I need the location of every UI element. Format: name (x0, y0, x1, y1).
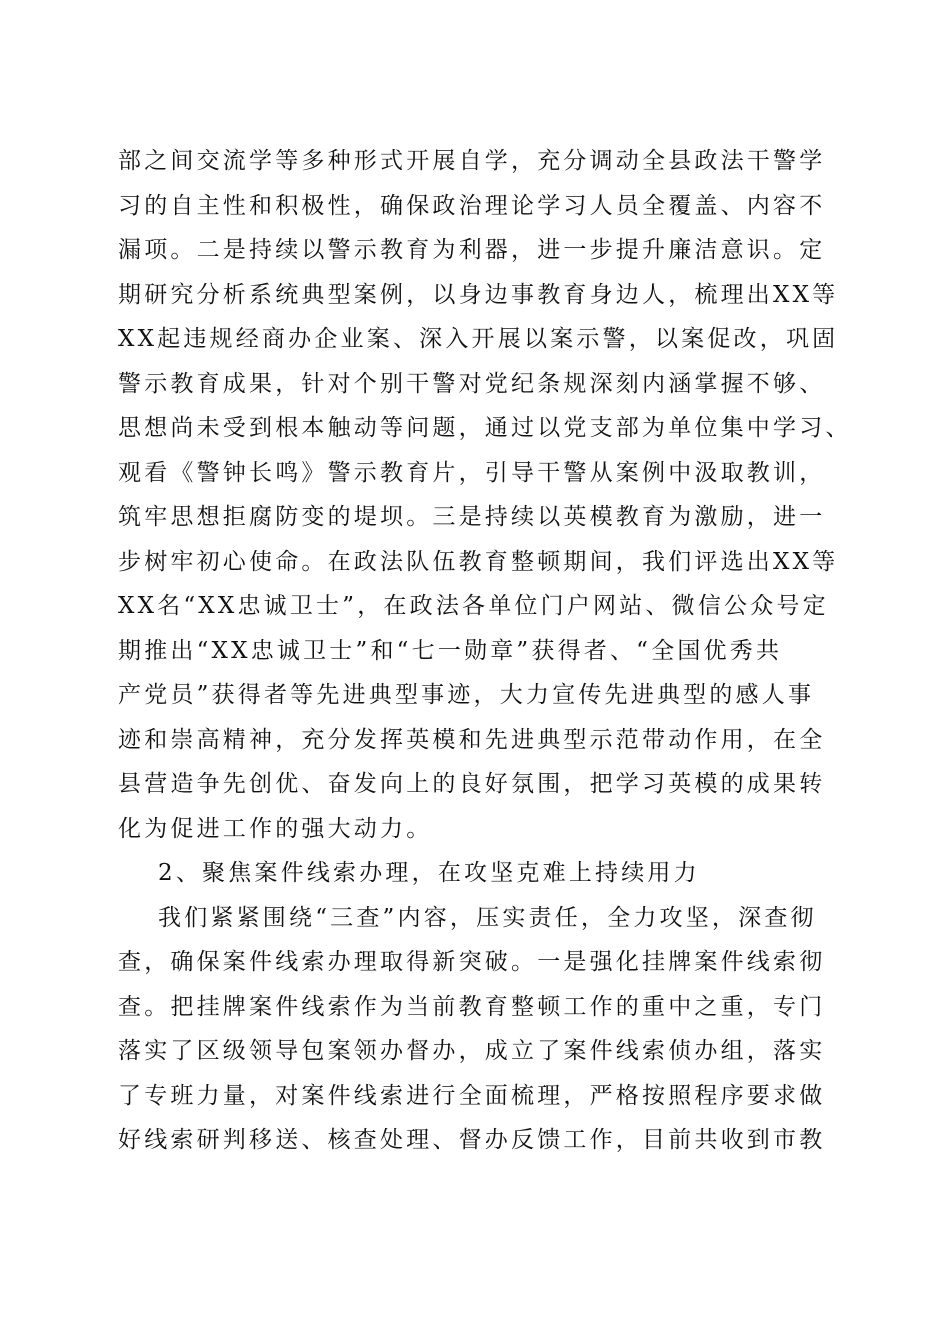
text-line: 思想尚未受到根本触动等问题，通过以党支部为单位集中学习、 (118, 415, 852, 441)
text-line: 产党员”获得者等先进典型事迹，大力宣传先进典型的感人事 (118, 682, 815, 708)
text-line: XX名“XX忠诚卫士”，在政法各单位门户网站、微信公众号定 (118, 593, 829, 619)
text-line: 警示教育成果，针对个别干警对党纪条规深刻内涵掌握不够、 (118, 370, 826, 397)
text-line: 期研究分析系统典型案例，以身边事教育身边人，梳理出XX等 (118, 281, 839, 308)
text-line: 查。把挂牌案件线索作为当前教育整顿工作的重中之重，专门 (118, 993, 826, 1020)
text-line: 落实了区级领导包案领办督办，成立了案件线索侦办组，落实 (118, 1038, 826, 1064)
body-text (118, 139, 852, 1163)
text-line: 好线索研判移送、核查处理、督办反馈工作，目前共收到市教 (118, 1127, 826, 1153)
text-line: 我们紧紧围绕“三查”内容，压实责任，全力攻坚，深查彻 (158, 904, 817, 931)
text-line: XX起违规经商办企业案、深入开展以案示警，以案促改，巩固 (118, 326, 839, 352)
text-line: 期推出“XX忠诚卫士”和“七一勋章”获得者、“全国优秀共 (118, 637, 783, 664)
text-line: 县营造争先创优、奋发向上的良好氛围，把学习英模的成果转 (118, 771, 826, 797)
text-line: 筑牢思想拒腐防变的堤坝。三是持续以英模教育为激励，进一 (118, 504, 826, 530)
text-line: 查，确保案件线索办理取得新突破。一是强化挂牌案件线索彻 (118, 949, 826, 975)
text-line: 部之间交流学等多种形式开展自学，充分调动全县政法干警学 (118, 148, 826, 174)
text-line: 观看《警钟长鸣》警示教育片，引导干警从案例中汲取教训， (118, 459, 826, 486)
text-line: 步树牢初心使命。在政法队伍教育整顿期间，我们评选出XX等 (118, 548, 839, 575)
text-line: 迹和崇高精神，充分发挥英模和先进典型示范带动作用，在全 (118, 726, 826, 753)
text-line: 了专班力量，对案件线索进行全面梳理，严格按照程序要求做 (118, 1082, 826, 1109)
text-line: 化为促进工作的强大动力。 (118, 815, 433, 842)
section-heading: 2、聚焦案件线索办理，在攻坚克难上持续用力 (158, 860, 700, 886)
text-line: 习的自主性和积极性，确保政治理论学习人员全覆盖、内容不 (118, 192, 826, 219)
text-line: 漏项。二是持续以警示教育为利器，进一步提升廉洁意识。定 (118, 237, 826, 263)
